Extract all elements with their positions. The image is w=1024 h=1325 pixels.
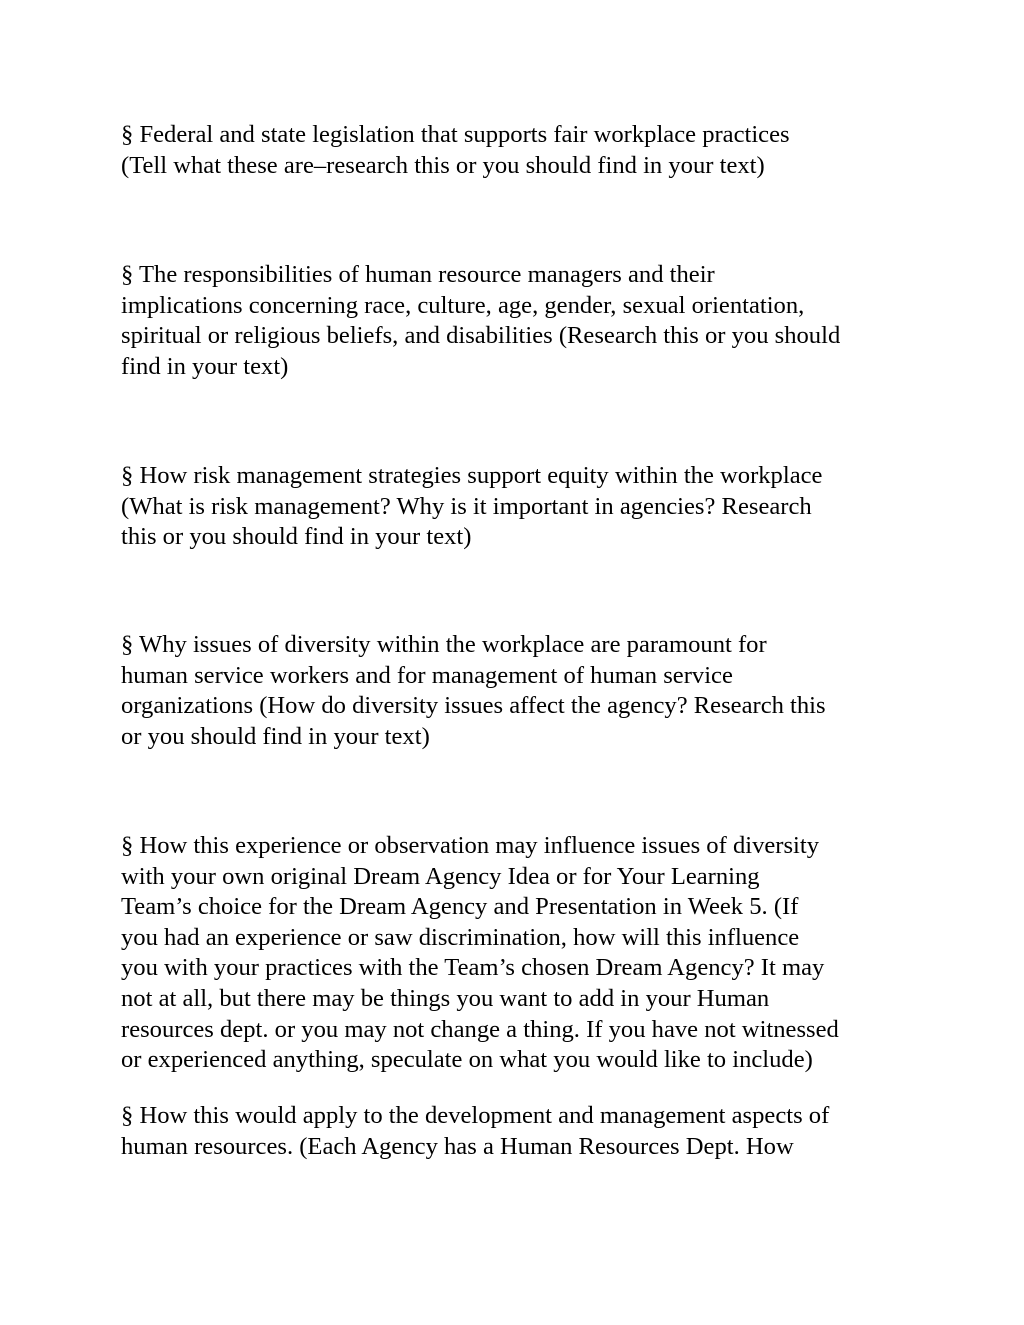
paragraph-risk-management: [121, 461, 921, 553]
paragraph-experience-observation: [121, 831, 921, 1076]
text-line: not at all, but there may be things you want to add in your Human: [121, 984, 770, 1012]
text-line: resources dept. or you may not change a thing. If you have not witnessed: [121, 1015, 839, 1043]
text-line: § Federal and state legislation that supports fair workplace practices: [121, 121, 790, 148]
paragraph-development-management: [121, 1101, 921, 1162]
text-line: (Tell what these are–research this or you should find in your text): [121, 151, 765, 179]
text-line: § How this experience or observation may influence issues of diversity: [121, 832, 820, 859]
text-line: human service workers and for management of human service: [121, 661, 733, 689]
text-line: organizations (How do diversity issues affect the agency? Research this: [121, 692, 826, 720]
text-line: § How risk management strategies support equity within the workplace: [121, 462, 823, 489]
text-line: (What is risk management? Why is it important in agencies? Research: [121, 492, 812, 520]
text-line: with your own original Dream Agency Idea or for Your Learning: [121, 862, 760, 890]
text-line: spiritual or religious beliefs, and disabilities (Research this or you should: [121, 322, 841, 350]
text-line: § Why issues of diversity within the workplace are paramount for: [121, 631, 767, 658]
text-line: or experienced anything, speculate on what you would like to include): [121, 1046, 813, 1074]
text-line: § How this would apply to the development and management aspects of: [121, 1102, 830, 1129]
text-line: or you should find in your text): [121, 722, 430, 750]
text-line: human resources. (Each Agency has a Human Resources Dept. How: [121, 1132, 794, 1160]
text-line: you with your practices with the Team’s chosen Dream Agency? It may: [121, 954, 825, 982]
paragraph-diversity-issues: [121, 630, 921, 752]
text-line: Team’s choice for the Dream Agency and Presentation in Week 5. (If: [121, 893, 799, 921]
text-line: find in your text): [121, 352, 289, 380]
paragraph-hr-responsibilities: [121, 260, 921, 382]
text-line: implications concerning race, culture, age, gender, sexual orientation,: [121, 291, 805, 319]
text-line: § The responsibilities of human resource managers and their: [121, 261, 715, 288]
text-line: this or you should find in your text): [121, 523, 472, 551]
paragraph-federal-legislation: [121, 120, 921, 181]
text-line: you had an experience or saw discrimination, how will this influence: [121, 923, 800, 951]
